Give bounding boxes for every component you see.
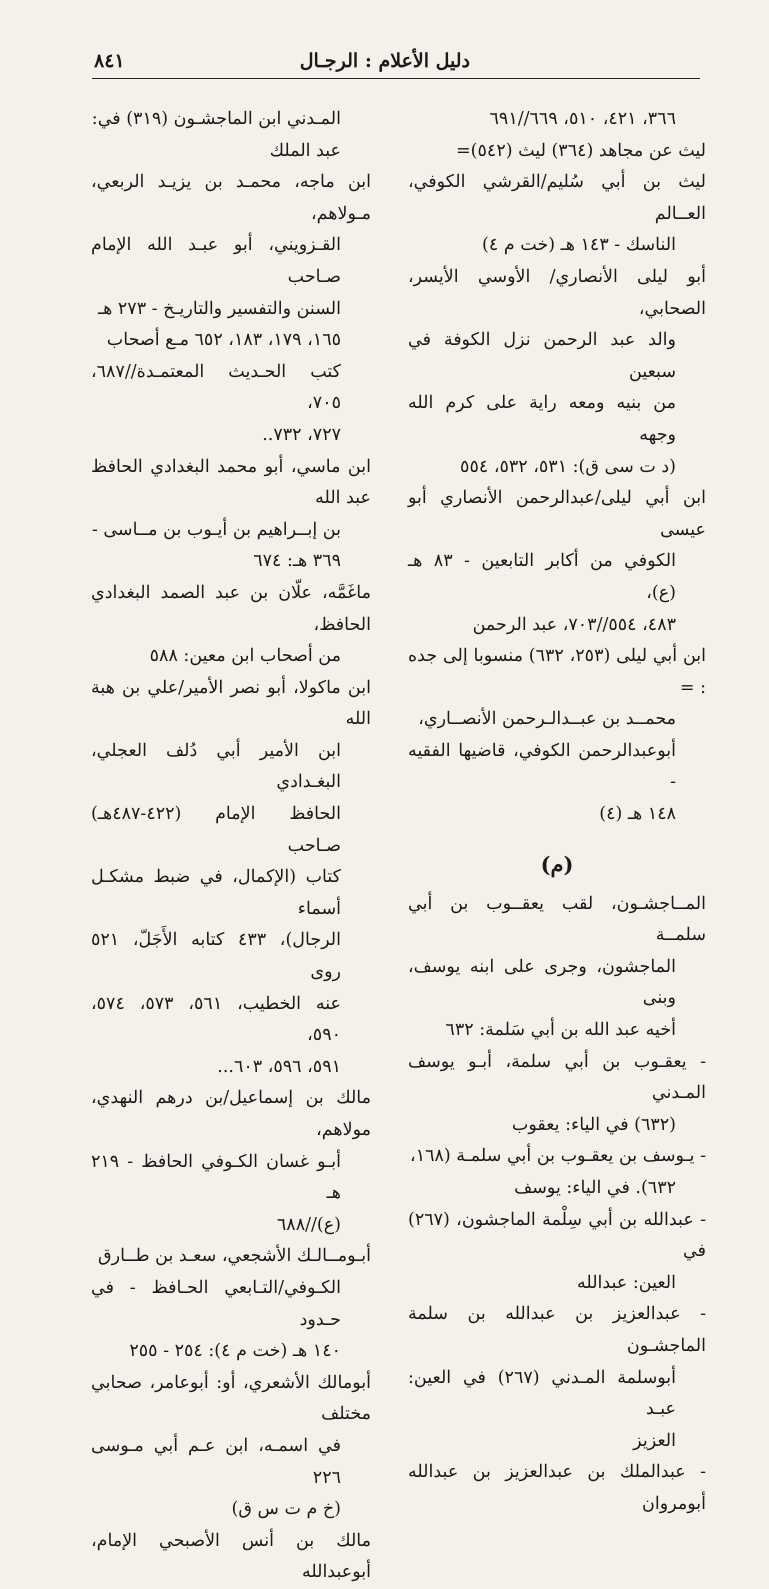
entry-line: ابن أبي ليلى/عبدالرحمن الأنصاري أبو عيسى (408, 488, 706, 540)
entry-line: - عبدالملك بن عبدالعزيز بن عبدالله أبومروان (408, 1462, 706, 1514)
entry-line: ١٤٨ هـ (٤) (599, 804, 676, 825)
entry-line: ابن ماجه، محمـد بن يزيـد الربعي، مـولاهم، (91, 172, 371, 224)
entry-line: ٥٩١، ٥٩٦، ٦٠٣... (217, 1056, 341, 1077)
index-entry (91, 578, 371, 673)
index-entry (408, 136, 706, 168)
index-entry (408, 1457, 706, 1520)
index-entry (408, 1047, 706, 1142)
entry-line: - عبدالله بن أبي سِلْمة الماجشون، (٢٦٧) في (408, 1209, 706, 1262)
entry-line: (خ م ت س ق) (231, 1499, 341, 1520)
left-column (91, 104, 371, 1589)
index-entry (408, 889, 706, 1047)
index-entry (91, 1526, 371, 1589)
index-entry (408, 1299, 706, 1457)
entry-line: السنن والتفسير والتاريـخ - ٢٧٣ هـ (97, 298, 341, 319)
entry-line: عبد الملك (269, 140, 341, 161)
entry-line: الحافظ الإمام (٤٢٢-٤٨٧هـ) صـاحب (91, 804, 341, 856)
entry-line: الكـوفي/التـابعي الحـافظ - في حـدود (91, 1277, 341, 1330)
page-number: ٨٤١ (94, 50, 125, 72)
entry-line: من بنيه ومعه راية على كرم الله وجهه (408, 393, 676, 445)
index-entry (408, 167, 706, 262)
entry-line: من أصحاب ابن معين: ٥٨٨ (149, 646, 341, 667)
entry-line: مالك بن أنس الأصبحي الإمام، أبوعبدالله (91, 1530, 371, 1583)
entry-line: بن إبــراهيم بن أيـوب بن مــاسى - (91, 519, 341, 540)
right-column-entries-top (408, 104, 706, 831)
entry-line: ليث عن مجاهد (٣٦٤) ليث (٥٤٢)= (456, 140, 706, 161)
entry-line: - يـوسف بن يعقـوب بن أبي سلمـة (١٦٨، (410, 1146, 706, 1167)
entry-line: والد عبد الرحمن نزل الكوفة في سبعين (408, 330, 676, 382)
running-title: دليل الأعلام : الرجـال (299, 50, 470, 72)
entry-line: ابن الأمير أبي دُلف العجلي، البغـدادي (91, 740, 341, 793)
entry-line: (ع)//٦٨٨ (276, 1214, 341, 1235)
right-column (408, 104, 706, 1521)
entry-line: ١٦٥، ١٧٩، ١٨٣، ٦٥٢ مـع أصحاب (106, 330, 341, 351)
entry-line: ٧٢٧، ٧٣٢.. (262, 424, 341, 445)
entry-line: أبـومــالـك الأشجعي، سعـد بن طــارق (98, 1246, 371, 1267)
entry-line: أبومالك الأشعري، أو: أبوعامر، صحابي مختلف (91, 1372, 371, 1425)
entry-line: أبوسلمة المـدني (٢٦٧) في العين: عبـد (408, 1367, 677, 1420)
entry-line: ماغَمَّه، علّان بن عبد الصمد البغدادي الحافظ، (91, 582, 371, 635)
entry-line: في اسمـه، ابن عـم أبي مـوسى ٢٢٦ (91, 1435, 341, 1488)
entry-line: العزيز (633, 1430, 676, 1451)
index-entry (408, 104, 706, 136)
entry-line: (د ت سى ق): ٥٣١، ٥٣٢، ٥٥٤ (460, 456, 676, 477)
index-entry (408, 483, 706, 641)
entry-line: - عبدالعزيز بن عبدالله بن سلمة الماجشـون (408, 1304, 706, 1356)
entry-line: ٣٦٦، ٤٢١، ٥١٠، ٦٦٩//٦٩١ (489, 109, 676, 129)
entry-line: ٤٨٣، ٥٥٤//٧٠٣، عبد الرحمن (472, 614, 676, 635)
entry-line: أبو ليلى الأنصاري/ الأوسي الأيسر، الصحابي، (408, 266, 706, 319)
left-column-entries (91, 104, 371, 1589)
index-entry (91, 673, 371, 1084)
index-entry (91, 452, 371, 578)
index-entry (408, 641, 706, 831)
entry-line: (٦٣٢) في الياء: يعقوب (511, 1114, 676, 1135)
page-header (92, 40, 700, 79)
entry-line: المـدني ابن الماجشـون (٣١٩) في: (91, 109, 341, 129)
entry-line: عنه الخطيب، ٥٦١، ٥٧٣، ٥٧٤، ٥٩٠، (91, 993, 341, 1046)
entry-line: ٣٦٩ هـ: ٦٧٤ (253, 551, 341, 572)
entry-line: أخيه عبد الله بن أبي سَلمة: ٦٣٢ (445, 1020, 676, 1041)
entry-line: ابن ماسي، أبو محمد البغدادي الحافظ عبد الله (91, 456, 371, 509)
index-entry (408, 262, 706, 483)
entry-line: الناسك - ١٤٣ هـ (خت م ٤) (482, 235, 676, 256)
index-entry (91, 104, 371, 167)
section-letter: (م) (540, 851, 574, 877)
index-entry (91, 1368, 371, 1526)
entry-line: الماجشون، وجرى على ابنه يوسف، وبنى (408, 956, 676, 1009)
entry-line: العين: عبدالله (577, 1272, 676, 1293)
entry-line: محمــد بن عبــدالـرحمن الأنصــاري، (418, 709, 676, 730)
entry-line: كتب الحـديث المعتمـدة//٦٨٧، ٧٠٥، (91, 361, 341, 414)
entry-line: القـزويني، أبو عبـد الله الإمام صـاحب (91, 235, 341, 287)
entry-line: أبـو غسان الكـوفي الحافظ - ٢١٩ هـ (91, 1151, 341, 1204)
index-entry (91, 167, 371, 451)
entry-line: المــاجشـون، لقب يعقــوب بن أبي سلمــة (408, 893, 706, 946)
entry-line: ابن ماكولا، أبو نصر الأمير/علي بن هبة الله (91, 677, 371, 730)
entry-line: الكوفي من أكابر التابعين - ٨٣ هـ (ع)، (408, 551, 677, 603)
entry-line: ليث بن أبي سُليم/القرشي الكوفي، العــالم (408, 172, 706, 224)
entry-line: مالك بن إسماعيل/بن درهم النهدي، مولاهم، (91, 1088, 371, 1140)
entry-line: ١٤٠ هـ (خت م ٤): ٢٥٤ - ٢٥٥ (129, 1341, 341, 1362)
index-entry (91, 1083, 371, 1241)
entry-line: الرجال)، ٤٣٣ كتابه الأَجَلّ، ٥٢١ روى (91, 930, 341, 983)
index-entry (408, 1205, 706, 1300)
entry-line: ٦٣٢). في الياء: يوسف (514, 1178, 676, 1198)
index-entry (91, 1241, 371, 1367)
entry-line: كتاب (الإكمال، في ضبط مشكـل أسماء (91, 867, 341, 919)
right-column-entries-bottom (408, 889, 706, 1521)
index-entry (408, 1141, 706, 1204)
entry-line: أبوعبدالرحمن الكوفي، قاضيها الفقيه - (408, 740, 676, 793)
entry-line: - يعقـوب بن أبي سلمة، أبـو يوسف المـدني (408, 1051, 706, 1104)
entry-line: ابن أبي ليلى (٢٥٣، ٦٣٢) منسوبا إلى جده : = (408, 646, 706, 698)
